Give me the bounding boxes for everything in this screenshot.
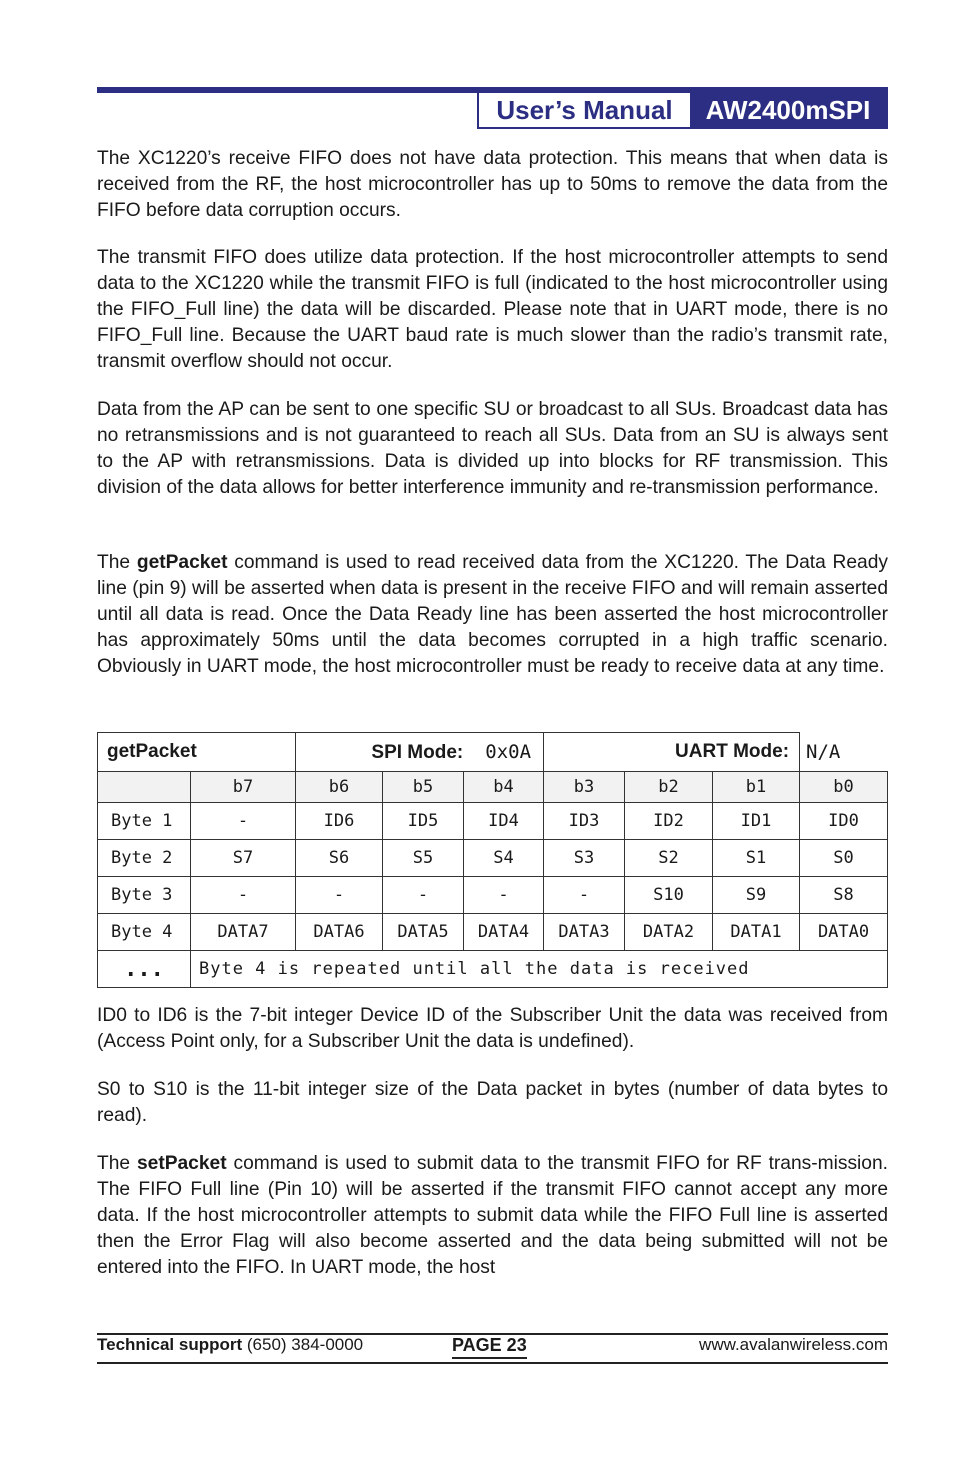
- spi-mode-label: SPI Mode:: [371, 741, 464, 763]
- table-cell: ID2: [625, 803, 713, 840]
- table-cell: -: [191, 877, 296, 914]
- bit-header: b6: [296, 772, 383, 803]
- table-cell: S5: [383, 840, 464, 877]
- paragraph-getpacket: The getPacket command is used to read received data from the XC1220. The Data Ready line (pin 9) will be asserted when data is present in the receive FIFO and will remain asserted until all data is read. Once the Data Ready line has been asserted the host microcontroller has approximately 50ms until the data becomes corrupted in a high traffic scenario. Obviously in UART mode, the host microcontroller must be ready to receive data at any time.: [97, 552, 888, 677]
- repeat-note: Byte 4 is repeated until all the data is received: [191, 951, 888, 988]
- table-row: [98, 803, 888, 840]
- table-cell: S1: [713, 840, 800, 877]
- bit-header-corner: [98, 772, 191, 803]
- table-cell: DATA1: [713, 914, 800, 951]
- table-cell: -: [191, 803, 296, 840]
- table-cell: DATA3: [544, 914, 625, 951]
- footer-rule-bottom: [97, 1362, 888, 1364]
- paragraph-transmit-fifo: The transmit FIFO does utilize data protection. If the host microcontroller attempts to send data to the XC1220 while the transmit FIFO is full (indicated to the host microcontroller using the FIFO_Full line) the data will be discarded. Please note that in UART mode, there is no FIFO_Full line. Because the UART baud rate is much slower than the radio’s transmit rate, transmit overflow should not occur.: [97, 247, 888, 372]
- table-cell: S8: [800, 877, 888, 914]
- table-cell: S10: [625, 877, 713, 914]
- model-title: AW2400mSPI: [690, 93, 886, 127]
- tech-support-phone: (650) 384-0000: [242, 1335, 364, 1354]
- table-cell: ID6: [296, 803, 383, 840]
- bit-header: b3: [544, 772, 625, 803]
- document-header: [477, 93, 888, 129]
- table-cell: S4: [464, 840, 544, 877]
- bit-header-row: [98, 772, 888, 803]
- table-cell: -: [296, 877, 383, 914]
- table-cell: DATA0: [800, 914, 888, 951]
- ellipsis-label: ...: [98, 951, 191, 988]
- table-row: [98, 914, 888, 951]
- getpacket-register-table: [97, 732, 888, 988]
- bit-header: b4: [464, 772, 544, 803]
- uart-mode-value: N/A: [800, 733, 888, 772]
- setpacket-keyword: setPacket: [136, 1153, 227, 1174]
- bit-header: b7: [191, 772, 296, 803]
- spi-mode-cell: [296, 733, 544, 772]
- bit-header: b2: [625, 772, 713, 803]
- row-label: Byte 1: [98, 803, 191, 840]
- uart-mode-cell: [544, 733, 800, 772]
- table-cell: ID1: [713, 803, 800, 840]
- table-cell: S7: [191, 840, 296, 877]
- bit-header: b0: [800, 772, 888, 803]
- table-cell: DATA5: [383, 914, 464, 951]
- table-cell: S6: [296, 840, 383, 877]
- manual-title: User’s Manual: [479, 93, 690, 127]
- table-row: [98, 877, 888, 914]
- table-cell: DATA7: [191, 914, 296, 951]
- table-cell: ID0: [800, 803, 888, 840]
- paragraph-broadcast: Data from the AP can be sent to one specific SU or broadcast to all SUs. Broadcast data has no retransmissions and is not guaranteed to reach all SUs. Data from an SU is always sent to the AP with retransmissions. Data is divided up into blocks for RF transmission. This division of the data allows for better interference immunity and re-transmission performance.: [97, 399, 888, 498]
- table-cell: S3: [544, 840, 625, 877]
- table-cell: DATA2: [625, 914, 713, 951]
- table-cell: DATA4: [464, 914, 544, 951]
- table-cell: -: [544, 877, 625, 914]
- paragraph-id-description: ID0 to ID6 is the 7-bit integer Device ID of the Subscriber Unit the data was received from (Access Point only, for a Subscriber Unit the data is undefined).: [97, 1005, 888, 1052]
- spi-mode-value: 0x0A: [485, 740, 532, 763]
- table-cell: -: [464, 877, 544, 914]
- tech-support: [97, 1334, 363, 1356]
- bit-header: b1: [713, 772, 800, 803]
- row-label: Byte 4: [98, 914, 191, 951]
- row-label: Byte 3: [98, 877, 191, 914]
- table-row-repeat: [98, 951, 888, 988]
- row-label: Byte 2: [98, 840, 191, 877]
- table-row: [98, 840, 888, 877]
- table-cell: ID5: [383, 803, 464, 840]
- table-cell: -: [383, 877, 464, 914]
- uart-mode-label: UART Mode:: [675, 741, 790, 762]
- paragraph-size-description: S0 to S10 is the 11-bit integer size of the Data packet in bytes (number of data bytes to read).: [97, 1079, 888, 1126]
- table-cell: ID4: [464, 803, 544, 840]
- table-cell: DATA6: [296, 914, 383, 951]
- table-cell: ID3: [544, 803, 625, 840]
- getpacket-keyword: getPacket: [136, 552, 228, 573]
- table-cell: S9: [713, 877, 800, 914]
- website-link[interactable]: www.avalanwireless.com: [699, 1335, 888, 1354]
- table-cell: S2: [625, 840, 713, 877]
- tech-support-label: Technical support: [97, 1335, 243, 1354]
- table-cell: S0: [800, 840, 888, 877]
- bit-header: b5: [383, 772, 464, 803]
- page-number: PAGE 23: [452, 1333, 527, 1359]
- paragraph-receive-fifo: The XC1220’s receive FIFO does not have data protection. This means that when data is received from the RF, the host microcontroller has up to 50ms to remove the data from the FIFO before data corruption occurs.: [97, 148, 888, 221]
- table-title: getPacket: [98, 733, 296, 772]
- paragraph-setpacket: The setPacket command is used to submit data to the transmit FIFO for RF trans-mission. The FIFO Full line (Pin 10) will be asserted if the transmit FIFO cannot accept any more data. If the host microcontroller attempts to submit data while the FIFO Full line is asserted then the Error Flag will also become asserted and the data being submitted will not be entered into the FIFO. In UART mode, the host: [97, 1153, 888, 1278]
